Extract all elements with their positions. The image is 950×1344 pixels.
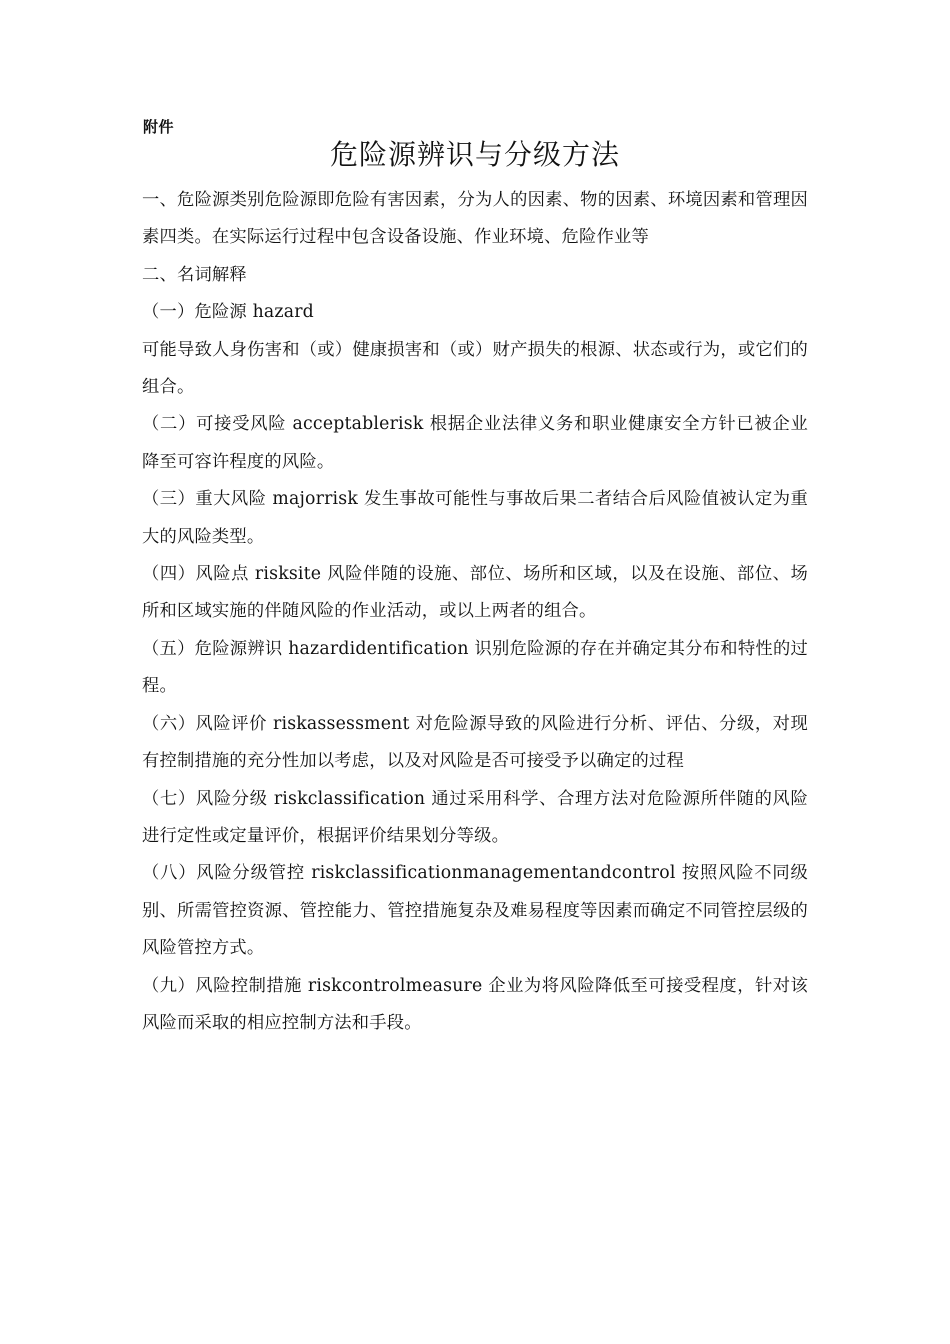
attachment-label: 附件 [143,118,175,136]
term-risk-control-measure: （九）风险控制措施 riskcontrolmeasure 企业为将风险降低至可接受程度，针对该风险而采取的相应控制方法和手段。 [142,975,808,1033]
term-hazard-identification: （五）危险源辨识 hazardidentification 识别危险源的存在并确定其分布和特性的过程。 [142,638,808,697]
term-acceptable-risk: （二）可接受风险 acceptablerisk 根据企业法律义务和职业健康安全方针已被企业降至可容许程度的风险。 [142,414,808,472]
term-risk-site: （四）风险点 risksite 风险伴随的设施、部位、场所和区域，以及在设施、部位、场所和区域实施的伴随风险的作业活动，或以上两者的组合。 [142,564,808,622]
term-hazard: （一）危险源 hazard [142,302,314,323]
term-risk-assessment: （六）风险评价 riskassessment 对危险源导致的风险进行分析、评估、分级，对现有控制措施的充分性加以考虑，以及对风险是否可接受予以确定的过程 [142,713,808,772]
term-risk-classification: （七）风险分级 riskclassification 通过采用科学、合理方法对危险源所伴随的风险进行定性或定量评价，根据评价结果划分等级。 [142,788,808,846]
section-heading-terms: 二、名词解释 [142,264,247,285]
term-risk-classification-management: （八）风险分级管控 riskclassificationmanagementandcontrol 按照风险不同级别、所需管控资源、管控能力、管控措施复杂及难易程度等因素而确定不同管控层级的风险管控方式。 [142,863,808,959]
document-title: 危险源辨识与分级方法 [329,138,620,171]
term-major-risk: （三）重大风险 majorrisk 发生事故可能性与事故后果二者结合后风险值被认定为重大的风险类型。 [142,489,808,547]
term-hazard-definition: 可能导致人身伤害和（或）健康损害和（或）财产损失的根源、状态或行为，或它们的组合。 [142,339,808,398]
paragraph-hazard-categories: 一、危险源类别危险源即危险有害因素，分为人的因素、物的因素、环境因素和管理因素四类。在实际运行过程中包含设备设施、作业环境、危险作业等 [142,190,808,248]
document-body [142,182,808,1042]
